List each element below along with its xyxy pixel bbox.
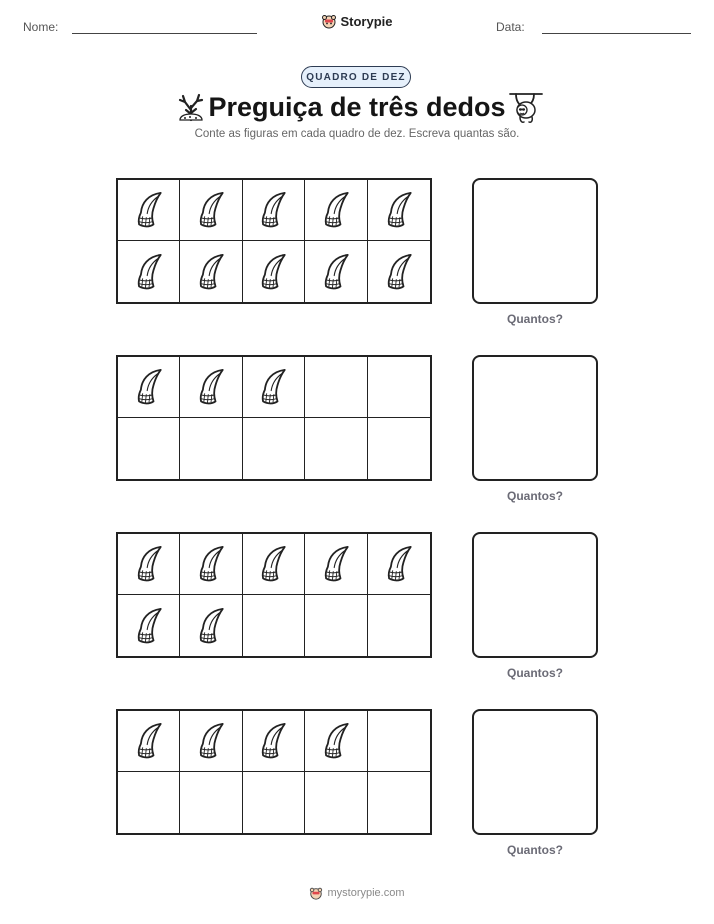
ten-frame-cell: [243, 241, 305, 302]
ten-frame-cell: [243, 772, 305, 833]
brand-logo: [0, 13, 714, 29]
claw-icon: [318, 190, 354, 230]
claw-icon: [131, 606, 167, 646]
ten-frame-cell: [305, 180, 367, 241]
ten-frame-cell: [305, 418, 367, 479]
claw-icon: [381, 252, 417, 292]
storypie-logo-icon: [321, 13, 337, 29]
claw-icon: [131, 252, 167, 292]
storypie-logo-icon: [309, 886, 323, 900]
ten-frame-cell: [368, 357, 430, 418]
ten-frame-cell: [180, 534, 242, 595]
ten-frame: [116, 532, 432, 658]
ten-frame-cell: [180, 241, 242, 302]
ten-frame-cell: [180, 418, 242, 479]
answer-box[interactable]: [472, 355, 598, 481]
ten-frame-cell: [368, 711, 430, 772]
ten-frame-cell: [118, 180, 180, 241]
answer-box[interactable]: [472, 532, 598, 658]
claw-icon: [193, 606, 229, 646]
ten-frame-cell: [180, 180, 242, 241]
ten-frame-cell: [305, 711, 367, 772]
claw-icon: [193, 252, 229, 292]
answer-label: Quantos?: [507, 666, 563, 680]
ten-frame-cell: [243, 534, 305, 595]
ten-frame-cell: [243, 418, 305, 479]
claw-icon: [193, 544, 229, 584]
claw-icon: [381, 544, 417, 584]
claw-icon: [255, 367, 291, 407]
answer-box[interactable]: [472, 709, 598, 835]
ten-frame: [116, 709, 432, 835]
claw-icon: [381, 190, 417, 230]
ten-frame-cell: [305, 357, 367, 418]
ten-frame-cell: [305, 595, 367, 656]
sloth-icon: [508, 90, 544, 124]
instructions: Conte as figuras em cada quadro de dez. Escreva quantas são.: [194, 128, 520, 140]
ten-frame-cell: [118, 772, 180, 833]
footer-url: mystorypie.com: [327, 887, 405, 899]
date-field[interactable]: [542, 33, 691, 34]
ten-frame-cell: [368, 241, 430, 302]
ten-frame-cell: [180, 711, 242, 772]
claw-icon: [131, 190, 167, 230]
claw-icon: [131, 721, 167, 761]
ten-frame-cell: [118, 357, 180, 418]
answer-label: Quantos?: [507, 312, 563, 326]
ten-frame-cell: [180, 595, 242, 656]
page-title: Preguiça de três dedos: [208, 92, 506, 122]
claw-icon: [255, 721, 291, 761]
ten-frame-cell: [243, 357, 305, 418]
claw-icon: [318, 721, 354, 761]
ten-frame-cell: [368, 595, 430, 656]
claw-icon: [318, 544, 354, 584]
ten-frame-cell: [180, 357, 242, 418]
ten-frame-cell: [118, 595, 180, 656]
ten-frame-cell: [118, 711, 180, 772]
name-label: Nome:: [23, 20, 59, 34]
ten-frame-cell: [305, 772, 367, 833]
ten-frame-cell: [368, 772, 430, 833]
ten-frame-cell: [243, 180, 305, 241]
answer-label: Quantos?: [507, 843, 563, 857]
ten-frame-cell: [180, 772, 242, 833]
name-field[interactable]: [72, 33, 257, 34]
ten-frame-cell: [118, 418, 180, 479]
claw-icon: [131, 544, 167, 584]
ten-frame-cell: [368, 418, 430, 479]
ten-frame-cell: [368, 534, 430, 595]
ten-frame-cell: [305, 241, 367, 302]
ten-frame: [116, 355, 432, 481]
date-label: Data:: [496, 20, 525, 34]
answer-box[interactable]: [472, 178, 598, 304]
ten-frame-cell: [118, 534, 180, 595]
claw-icon: [193, 190, 229, 230]
claw-icon: [318, 252, 354, 292]
answer-label: Quantos?: [507, 489, 563, 503]
ten-frame-cell: [368, 180, 430, 241]
claw-icon: [255, 544, 291, 584]
worksheet-type-badge: QUADRO DE DEZ: [301, 66, 411, 88]
ten-frame-cell: [243, 595, 305, 656]
ten-frame-cell: [243, 711, 305, 772]
claw-icon: [255, 252, 291, 292]
claw-icon: [193, 367, 229, 407]
ten-frame: [116, 178, 432, 304]
ten-frame-cell: [305, 534, 367, 595]
claw-icon: [255, 190, 291, 230]
brand-name: Storypie: [340, 13, 393, 29]
footer: [0, 886, 714, 900]
claw-icon: [131, 367, 167, 407]
claw-icon: [193, 721, 229, 761]
ten-frame-cell: [118, 241, 180, 302]
